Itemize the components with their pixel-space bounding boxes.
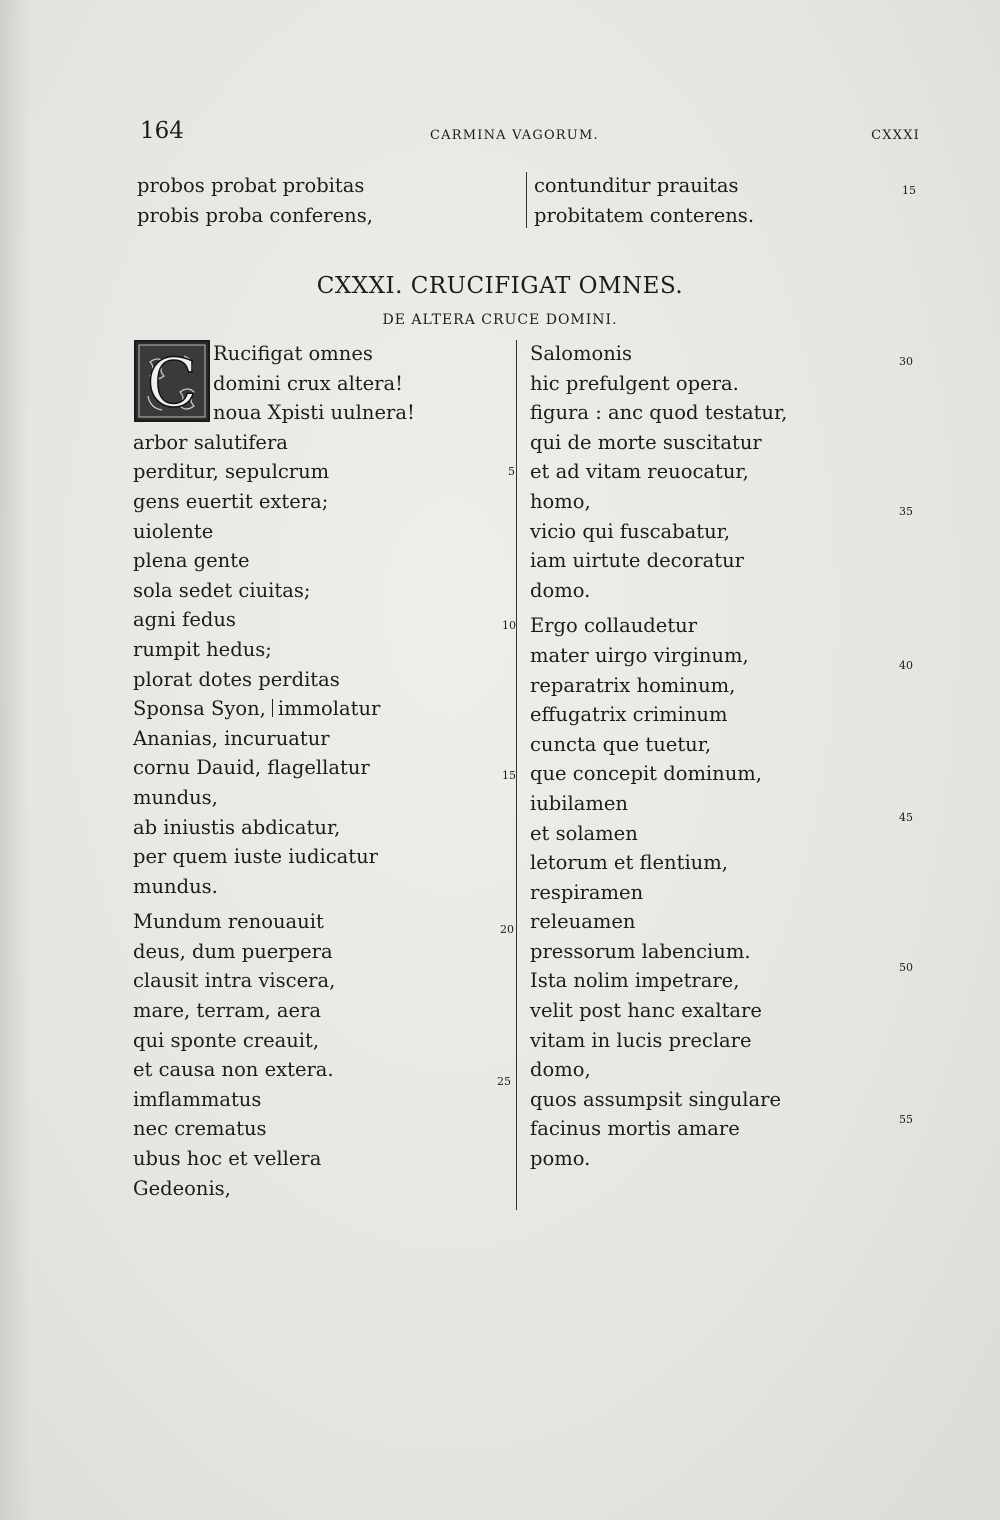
line-number: 40 <box>899 659 913 672</box>
verse-line: mundus, <box>133 785 218 809</box>
page-header <box>140 118 920 158</box>
verse-line: qui sponte creauit, <box>133 1028 320 1052</box>
verse-line: clausit intra viscera, <box>133 969 336 993</box>
verse-line: plena gente <box>133 549 250 573</box>
verse-line: iubilamen <box>530 791 628 815</box>
verse-line: que concepit dominum, <box>530 762 762 786</box>
page-number: 164 <box>140 118 184 144</box>
verse-line: et ad vitam reuocatur, <box>530 460 749 484</box>
line-number: 15 <box>502 769 516 782</box>
dropcap-letter: C <box>146 345 198 420</box>
verse-line: Rucifigat omnes <box>213 342 373 365</box>
verse-line: et solamen <box>530 821 638 845</box>
verse-line: sola sedet ciuitas; <box>133 578 311 602</box>
section-number: CXXXI <box>871 128 920 143</box>
verse-line: deus, dum puerpera <box>133 939 333 963</box>
verse-line: domini crux altera! <box>213 371 403 395</box>
line-number: 25 <box>497 1075 511 1088</box>
verse-line: noua Xpisti uulnera! <box>213 401 415 425</box>
verse-line: quos assumpsit singulare <box>530 1087 782 1111</box>
verse-line: mater uirgo virginum, <box>530 643 749 667</box>
verse-line: probis proba conferens, <box>137 203 373 227</box>
verse-line: releuamen <box>530 910 636 934</box>
verse-line <box>133 694 415 724</box>
verse-line: hic prefulgent opera. <box>530 371 739 395</box>
verse-line: Ergo collaudetur <box>530 614 698 638</box>
verse-line: mare, terram, aera <box>133 999 322 1023</box>
verse-line: Salomonis <box>530 342 632 365</box>
verse-line: ab iniustis abdicatur, <box>133 815 341 839</box>
verse-line: vicio qui fuscabatur, <box>530 519 731 543</box>
verse-line: per quem iuste iudicatur <box>133 845 378 869</box>
verse-line: homo, <box>530 489 591 513</box>
verse-line: Ananias, incuruatur <box>133 726 330 750</box>
verse-line: arbor salutifera <box>133 430 288 454</box>
line-number: 45 <box>899 811 913 824</box>
verse-line: facinus mortis amare <box>530 1117 740 1141</box>
verse-line: Gedeonis, <box>133 1176 231 1200</box>
column-divider <box>526 172 527 228</box>
verse-line: pomo. <box>530 1147 591 1171</box>
top-left-stanza <box>137 171 373 230</box>
verse-line: probitatem conterens. <box>534 203 755 227</box>
verse-line: reparatrix hominum, <box>530 673 736 697</box>
verse-line: plorat dotes perditas <box>133 667 340 691</box>
poem-title: CXXXI. CRUCIFIGAT OMNES. <box>316 273 684 299</box>
verse-fragment: immolatur <box>277 697 381 721</box>
line-number: 50 <box>899 961 913 974</box>
verse-line: agni fedus <box>133 608 236 632</box>
verse-line: imflammatus <box>133 1087 262 1111</box>
verse-fragment: Sponsa Syon, <box>133 697 266 721</box>
verse-line: domo. <box>530 578 591 602</box>
verse-line: et causa non extera. <box>133 1058 334 1082</box>
line-number: 35 <box>899 505 913 518</box>
line-number: 5 <box>508 465 515 478</box>
verse-line: Ista nolim impetrare, <box>530 969 740 993</box>
verse-line: respiramen <box>530 880 644 904</box>
verse-line: nec crematus <box>133 1117 267 1141</box>
verse-line: letorum et flentium, <box>530 851 728 875</box>
verse-line: contunditur prauitas <box>534 174 739 197</box>
verse-line: figura : anc quod testatur, <box>530 401 788 425</box>
verse-line: Mundum renouauit <box>133 910 324 934</box>
verse-line: uiolente <box>133 519 214 543</box>
verse-line: cornu Dauid, flagellatur <box>133 756 370 780</box>
verse-line: qui de morte suscitatur <box>530 430 762 454</box>
verse-line: rumpit hedus; <box>133 637 272 661</box>
running-title: CARMINA VAGORUM. <box>430 128 599 143</box>
verse-line: velit post hanc exaltare <box>530 999 762 1023</box>
verse-line: probos probat probitas <box>137 174 365 197</box>
verse-line: pressorum labencium. <box>530 939 751 963</box>
left-column <box>133 339 415 1203</box>
verse-line: gens euertit extera; <box>133 489 329 513</box>
verse-line: effugatrix criminum <box>530 703 728 727</box>
line-number: 15 <box>902 184 916 197</box>
right-column <box>530 339 787 1174</box>
verse-line: mundus. <box>133 874 218 898</box>
verse-line: vitam in lucis preclare <box>530 1028 752 1052</box>
line-number: 10 <box>502 619 516 632</box>
page-shadow <box>0 0 30 1520</box>
verse-line: ubus hoc et vellera <box>133 1147 322 1171</box>
verse-line: domo, <box>530 1058 591 1082</box>
top-right-stanza <box>534 171 754 230</box>
line-number: 20 <box>500 923 514 936</box>
line-number: 30 <box>899 355 913 368</box>
verse-line: iam uirtute decoratur <box>530 549 744 573</box>
poem-subtitle: DE ALTERA CRUCE DOMINI. <box>382 312 618 328</box>
line-number: 55 <box>899 1113 913 1126</box>
caesura-mark <box>272 699 273 717</box>
column-divider <box>516 340 517 1210</box>
verse-line: perditur, sepulcrum <box>133 460 330 484</box>
verse-line: cuncta que tuetur, <box>530 732 712 756</box>
